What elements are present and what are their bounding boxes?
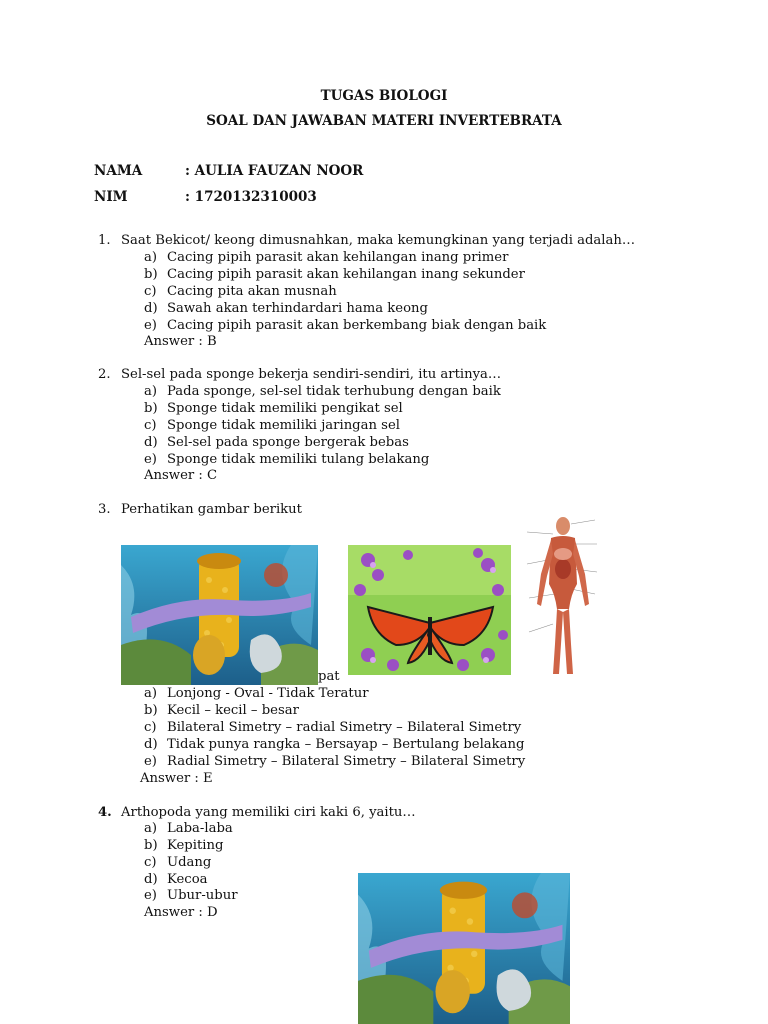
option-text: Cacing pipih parasit akan kehilangan inang primer bbox=[167, 250, 509, 265]
monarch-butterfly-photo bbox=[348, 545, 511, 675]
option-letter: c) bbox=[144, 418, 157, 433]
question-number: 2. bbox=[98, 367, 111, 382]
option-text: Sponge tidak memiliki tulang belakang bbox=[167, 452, 430, 467]
option-text: Cacing pipih parasit akan kehilangan inang sekunder bbox=[167, 267, 525, 282]
question-number: 1. bbox=[98, 233, 111, 248]
nim-label: NIM bbox=[94, 189, 128, 205]
answer-text: Answer : D bbox=[144, 905, 218, 920]
option-text: Sponge tidak memiliki jaringan sel bbox=[167, 418, 400, 433]
option-text: Lonjong - Oval - Tidak Teratur bbox=[167, 686, 369, 701]
nim-value: : 1720132310003 bbox=[185, 189, 317, 205]
option-text: Kecil – kecil – besar bbox=[167, 703, 299, 718]
question-fragment: pat bbox=[318, 669, 340, 684]
option-letter: e) bbox=[144, 318, 157, 333]
question-number: 3. bbox=[98, 502, 111, 517]
question-text: Arthopoda yang memiliki ciri kaki 6, yaitu… bbox=[121, 805, 416, 820]
answer-text: Answer : C bbox=[144, 468, 218, 483]
option-letter: d) bbox=[144, 872, 158, 887]
option-letter: d) bbox=[144, 737, 158, 752]
option-text: Pada sponge, sel-sel tidak terhubung dengan baik bbox=[167, 384, 501, 399]
document-subtitle: SOAL DAN JAWABAN MATERI INVERTEBRATA bbox=[206, 113, 562, 129]
option-letter: a) bbox=[144, 686, 158, 701]
option-letter: d) bbox=[144, 435, 158, 450]
option-letter: b) bbox=[144, 401, 158, 416]
document-title: TUGAS BIOLOGI bbox=[320, 88, 448, 104]
option-letter: b) bbox=[144, 267, 158, 282]
option-letter: b) bbox=[144, 703, 158, 718]
option-letter: e) bbox=[144, 452, 157, 467]
question-text: Sel-sel pada sponge bekerja sendiri-sendiri, itu artinya… bbox=[121, 367, 502, 382]
option-letter: a) bbox=[144, 821, 158, 836]
name-label: NAMA bbox=[94, 163, 143, 179]
answer-text: Answer : E bbox=[140, 771, 213, 786]
question-number: 4. bbox=[98, 805, 112, 820]
option-letter: e) bbox=[144, 754, 157, 769]
option-text: Tidak punya rangka – Bersayap – Bertulang belakang bbox=[167, 737, 525, 752]
option-letter: e) bbox=[144, 888, 157, 903]
option-letter: a) bbox=[144, 384, 158, 399]
option-letter: c) bbox=[144, 855, 157, 870]
sponge-reef-photo-2 bbox=[358, 873, 570, 1024]
human-anatomy-illustration bbox=[523, 514, 600, 680]
option-text: Kecoa bbox=[167, 872, 208, 887]
option-text: Sel-sel pada sponge bergerak bebas bbox=[167, 435, 409, 450]
option-letter: c) bbox=[144, 284, 157, 299]
option-letter: a) bbox=[144, 250, 158, 265]
option-text: Cacing pita akan musnah bbox=[167, 284, 337, 299]
option-text: Radial Simetry – Bilateral Simetry – Bilateral Simetry bbox=[167, 754, 526, 769]
option-text: Sawah akan terhindardari hama keong bbox=[167, 301, 428, 316]
name-value: : AULIA FAUZAN NOOR bbox=[185, 163, 364, 179]
option-letter: d) bbox=[144, 301, 158, 316]
option-letter: b) bbox=[144, 838, 158, 853]
option-text: Sponge tidak memiliki pengikat sel bbox=[167, 401, 403, 416]
option-text: Ubur-ubur bbox=[167, 888, 238, 903]
option-text: Bilateral Simetry – radial Simetry – Bilateral Simetry bbox=[167, 720, 522, 735]
option-text: Kepiting bbox=[167, 838, 224, 853]
option-text: Laba-laba bbox=[167, 821, 233, 836]
question-text: Saat Bekicot/ keong dimusnahkan, maka kemungkinan yang terjadi adalah… bbox=[121, 233, 636, 248]
option-letter: c) bbox=[144, 720, 157, 735]
option-text: Udang bbox=[167, 855, 212, 870]
option-text: Cacing pipih parasit akan berkembang biak dengan baik bbox=[167, 318, 547, 333]
sponge-reef-photo bbox=[121, 545, 318, 685]
answer-text: Answer : B bbox=[144, 334, 217, 349]
question-text: Perhatikan gambar berikut bbox=[121, 502, 302, 517]
